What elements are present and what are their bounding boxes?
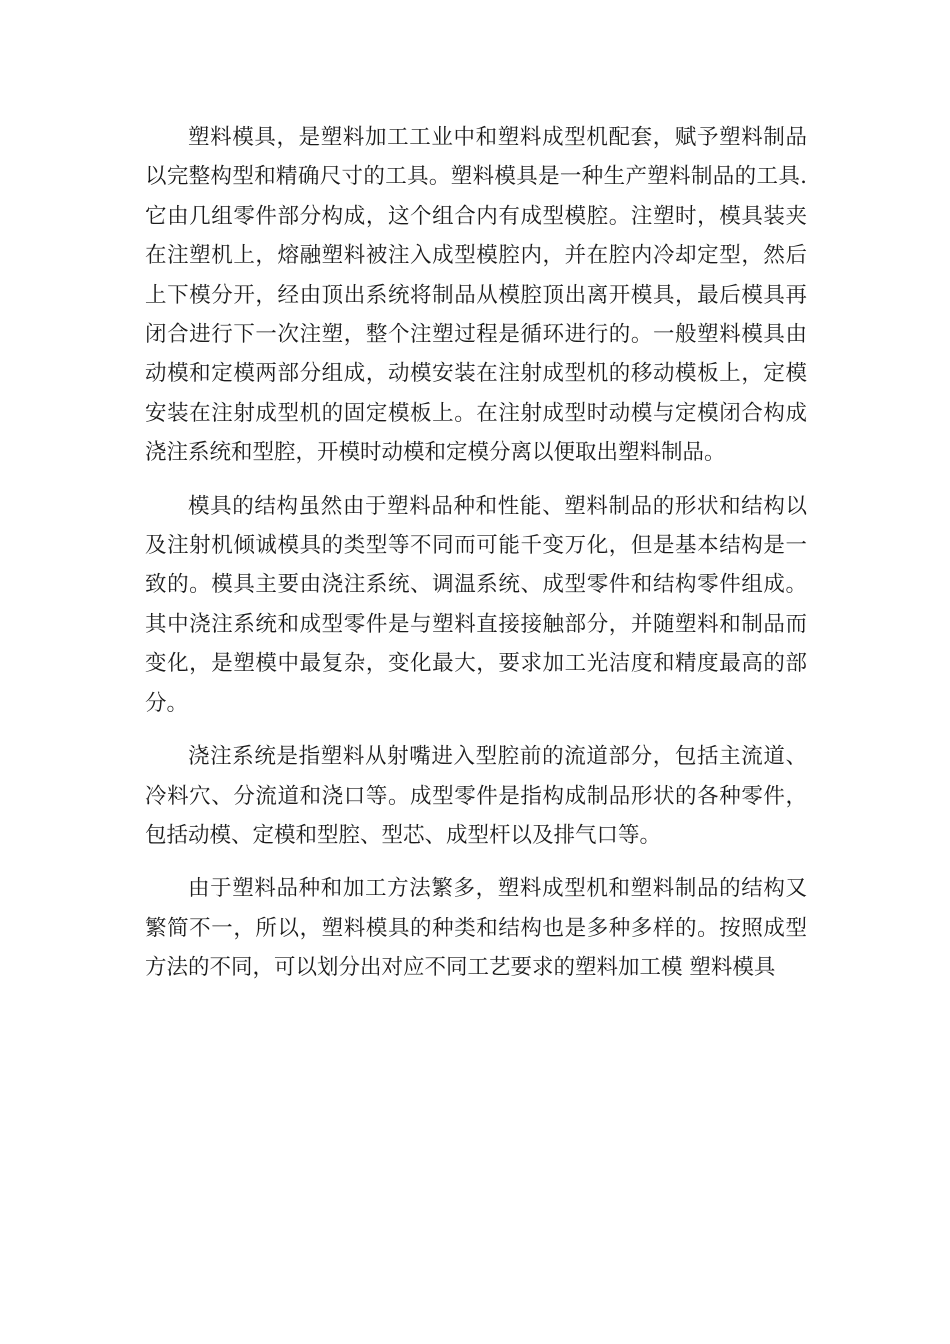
paragraph-3: 浇注系统是指塑料从射嘴进入型腔前的流道部分，包括主流道、冷料穴、分流道和浇口等。成型零件是指构成制品形状的各种零件，包括动模、定模和型腔、型芯、成型杆以及排气口等。 (145, 744, 807, 848)
paragraph-1: 塑料模具，是塑料加工工业中和塑料成型机配套，赋予塑料制品以完整构型和精确尺寸的工具。塑料模具是一种生产塑料制品的工具.它由几组零件部分构成，这个组合内有成型模腔。注塑时，模具装夹在注塑机上，熔融塑料被注入成型模腔内，并在腔内冷却定型，然后上下模分开，经由顶出系统将制品从模腔顶出离开模具，最后模具再闭合进行下一次注塑，整个注塑过程是循环进行的。一般塑料模具由动模和定模两部分组成，动模安装在注射成型机的移动模板上，定模安装在注射成型机的固定模板上。在注射成型时动模与定模闭合构成浇注系统和型腔，开模时动模和定模分离以便取出塑料制品。 (145, 125, 807, 466)
paragraph-4: 由于塑料品种和加工方法繁多，塑料成型机和塑料制品的结构又繁简不一，所以，塑料模具的种类和结构也是多种多样的。按照成型方法的不同，可以划分出对应不同工艺要求的塑料加工模 塑料模具 (145, 876, 807, 981)
paragraph-2: 模具的结构虽然由于塑料品种和性能、塑料制品的形状和结构以及注射机倾诚模具的类型等不同而可能千变万化，但是基本结构是一致的。模具主要由浇注系统、调温系统、成型零件和结构零件组成。其中浇注系统和成型零件是与塑料直接接触部分，并随塑料和制品而变化，是塑模中最复杂，变化最大，要求加工光洁度和精度最高的部分。 (145, 493, 807, 716)
document-body (145, 118, 807, 988)
